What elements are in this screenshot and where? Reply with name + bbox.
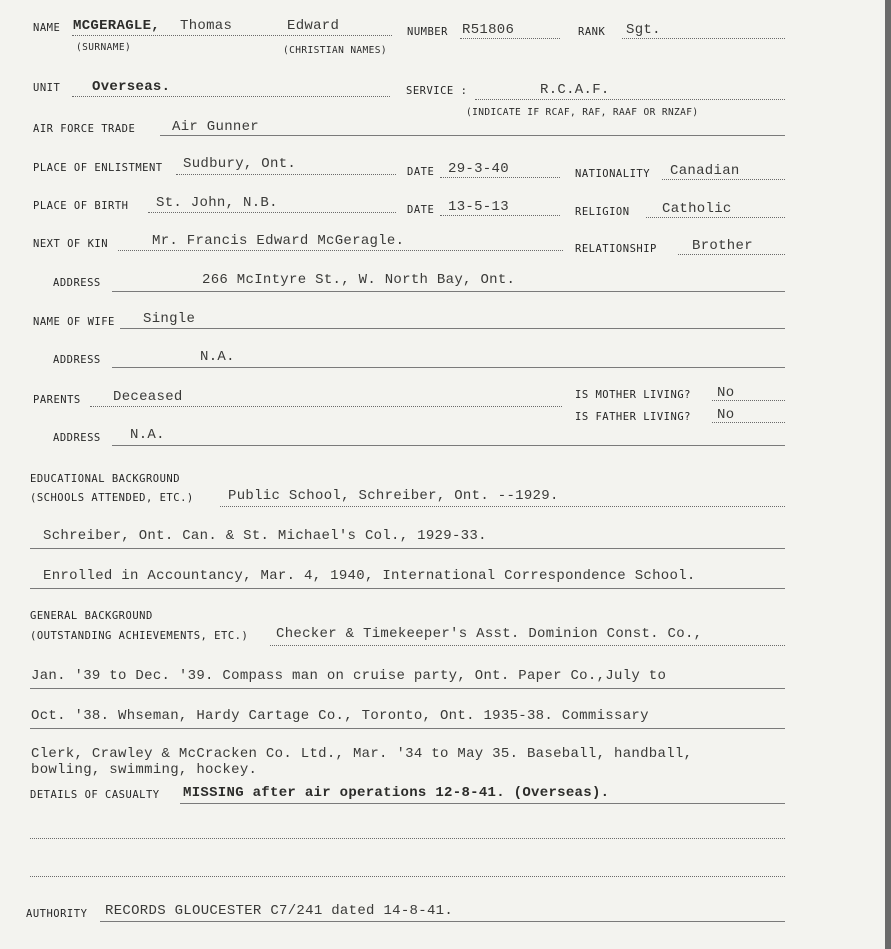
father-living-line	[712, 422, 785, 423]
birth-date-value: 13-5-13	[448, 199, 509, 215]
general-label: GENERAL BACKGROUND	[30, 610, 153, 622]
father-living-label: IS FATHER LIVING?	[575, 411, 691, 423]
general-line-5: bowling, swimming, hockey.	[31, 762, 258, 778]
name-label: NAME	[33, 22, 61, 34]
unit-line	[72, 96, 390, 97]
birth-line	[148, 212, 396, 213]
general-line-4: Clerk, Crawley & McCracken Co. Ltd., Mar. '34 to May 35. Baseball, handball,	[31, 746, 693, 762]
birth-label: PLACE OF BIRTH	[33, 200, 129, 212]
enlistment-date-label: DATE	[407, 166, 435, 178]
casualty-label: DETAILS OF CASUALTY	[30, 789, 160, 801]
kin-address-line	[112, 291, 785, 292]
authority-label: AUTHORITY	[26, 908, 88, 920]
wife-label: NAME OF WIFE	[33, 316, 115, 328]
general-line-2: Jan. '39 to Dec. '39. Compass man on cruise party, Ont. Paper Co.,July to	[31, 668, 667, 684]
nationality-label: NATIONALITY	[575, 168, 651, 180]
relationship-value: Brother	[692, 238, 753, 254]
service-hint: (INDICATE IF RCAF, RAF, RAAF OR RNZAF)	[466, 107, 699, 118]
trade-line	[160, 135, 785, 136]
casualty-value: MISSING after air operations 12-8-41. (Overseas).	[183, 785, 610, 801]
education-line-1: Public School, Schreiber, Ont. --1929.	[228, 488, 559, 504]
general-rule-1	[270, 645, 785, 646]
religion-label: RELIGION	[575, 206, 630, 218]
number-value: R51806	[462, 22, 515, 38]
general-line-1: Checker & Timekeeper's Asst. Dominion Const. Co.,	[276, 626, 703, 642]
parents-address-label: ADDRESS	[53, 432, 101, 444]
wife-address-line	[112, 367, 785, 368]
trade-value: Air Gunner	[172, 119, 260, 135]
given-name-2-value: Edward	[287, 18, 340, 34]
name-line	[72, 35, 392, 36]
nationality-line	[662, 179, 785, 180]
enlistment-place-value: Sudbury, Ont.	[183, 156, 297, 172]
kin-address-value: 266 McIntyre St., W. North Bay, Ont.	[202, 272, 516, 288]
parents-line	[90, 406, 562, 407]
parents-label: PARENTS	[33, 394, 81, 406]
surname-caption: (SURNAME)	[76, 42, 132, 53]
wife-value: Single	[143, 311, 196, 327]
next-of-kin-line	[118, 250, 563, 251]
enlistment-date-value: 29-3-40	[448, 161, 509, 177]
nationality-value: Canadian	[670, 163, 740, 179]
general-rule-3	[30, 728, 785, 729]
casualty-rule-1	[180, 803, 785, 804]
number-line	[460, 38, 560, 39]
parents-address-value: N.A.	[130, 427, 165, 443]
service-value: R.C.A.F.	[540, 82, 610, 98]
education-rule-1	[220, 506, 785, 507]
education-rule-2	[30, 548, 785, 549]
kin-address-label: ADDRESS	[53, 277, 101, 289]
service-label: SERVICE :	[406, 85, 468, 97]
general-rule-2	[30, 688, 785, 689]
unit-label: UNIT	[33, 82, 61, 94]
next-of-kin-label: NEXT OF KIN	[33, 238, 109, 250]
service-line	[475, 99, 785, 100]
number-label: NUMBER	[407, 26, 448, 38]
mother-living-line	[712, 400, 785, 401]
casualty-rule-3	[30, 876, 785, 877]
rank-value: Sgt.	[626, 22, 661, 38]
rank-line	[622, 38, 785, 39]
trade-label: AIR FORCE TRADE	[33, 123, 136, 135]
authority-line	[100, 921, 785, 922]
casualty-rule-2	[30, 838, 785, 839]
wife-line	[120, 328, 785, 329]
enlistment-label: PLACE OF ENLISTMENT	[33, 162, 163, 174]
birth-place-value: St. John, N.B.	[156, 195, 278, 211]
given-name-1-value: Thomas	[180, 18, 233, 34]
relationship-label: RELATIONSHIP	[575, 243, 657, 255]
enlistment-date-line	[440, 177, 560, 178]
parents-address-line	[112, 445, 785, 446]
surname-value: MCGERAGLE,	[73, 18, 161, 34]
education-label: EDUCATIONAL BACKGROUND	[30, 473, 181, 485]
authority-value: RECORDS GLOUCESTER C7/241 dated 14-8-41.	[105, 903, 454, 919]
education-rule-3	[30, 588, 785, 589]
wife-address-value: N.A.	[200, 349, 235, 365]
parents-value: Deceased	[113, 389, 183, 405]
father-living-value: No	[717, 407, 735, 423]
mother-living-label: IS MOTHER LIVING?	[575, 389, 691, 401]
birth-date-label: DATE	[407, 204, 435, 216]
education-line-2: Schreiber, Ont. Can. & St. Michael's Col., 1929-33.	[43, 528, 487, 544]
relationship-line	[678, 254, 785, 255]
birth-date-line	[440, 215, 560, 216]
unit-value: Overseas.	[92, 79, 171, 95]
education-line-3: Enrolled in Accountancy, Mar. 4, 1940, International Correspondence School.	[43, 568, 696, 584]
religion-line	[646, 217, 785, 218]
achievements-label: (OUTSTANDING ACHIEVEMENTS, ETC.)	[30, 630, 249, 642]
next-of-kin-value: Mr. Francis Edward McGeragle.	[152, 233, 405, 249]
rank-label: RANK	[578, 26, 606, 38]
christian-names-caption: (CHRISTIAN NAMES)	[283, 45, 388, 56]
schools-label: (SCHOOLS ATTENDED, ETC.)	[30, 492, 194, 504]
religion-value: Catholic	[662, 201, 732, 217]
enlistment-line	[176, 174, 396, 175]
wife-address-label: ADDRESS	[53, 354, 101, 366]
general-line-3: Oct. '38. Whseman, Hardy Cartage Co., Toronto, Ont. 1935-38. Commissary	[31, 708, 649, 724]
mother-living-value: No	[717, 385, 735, 401]
